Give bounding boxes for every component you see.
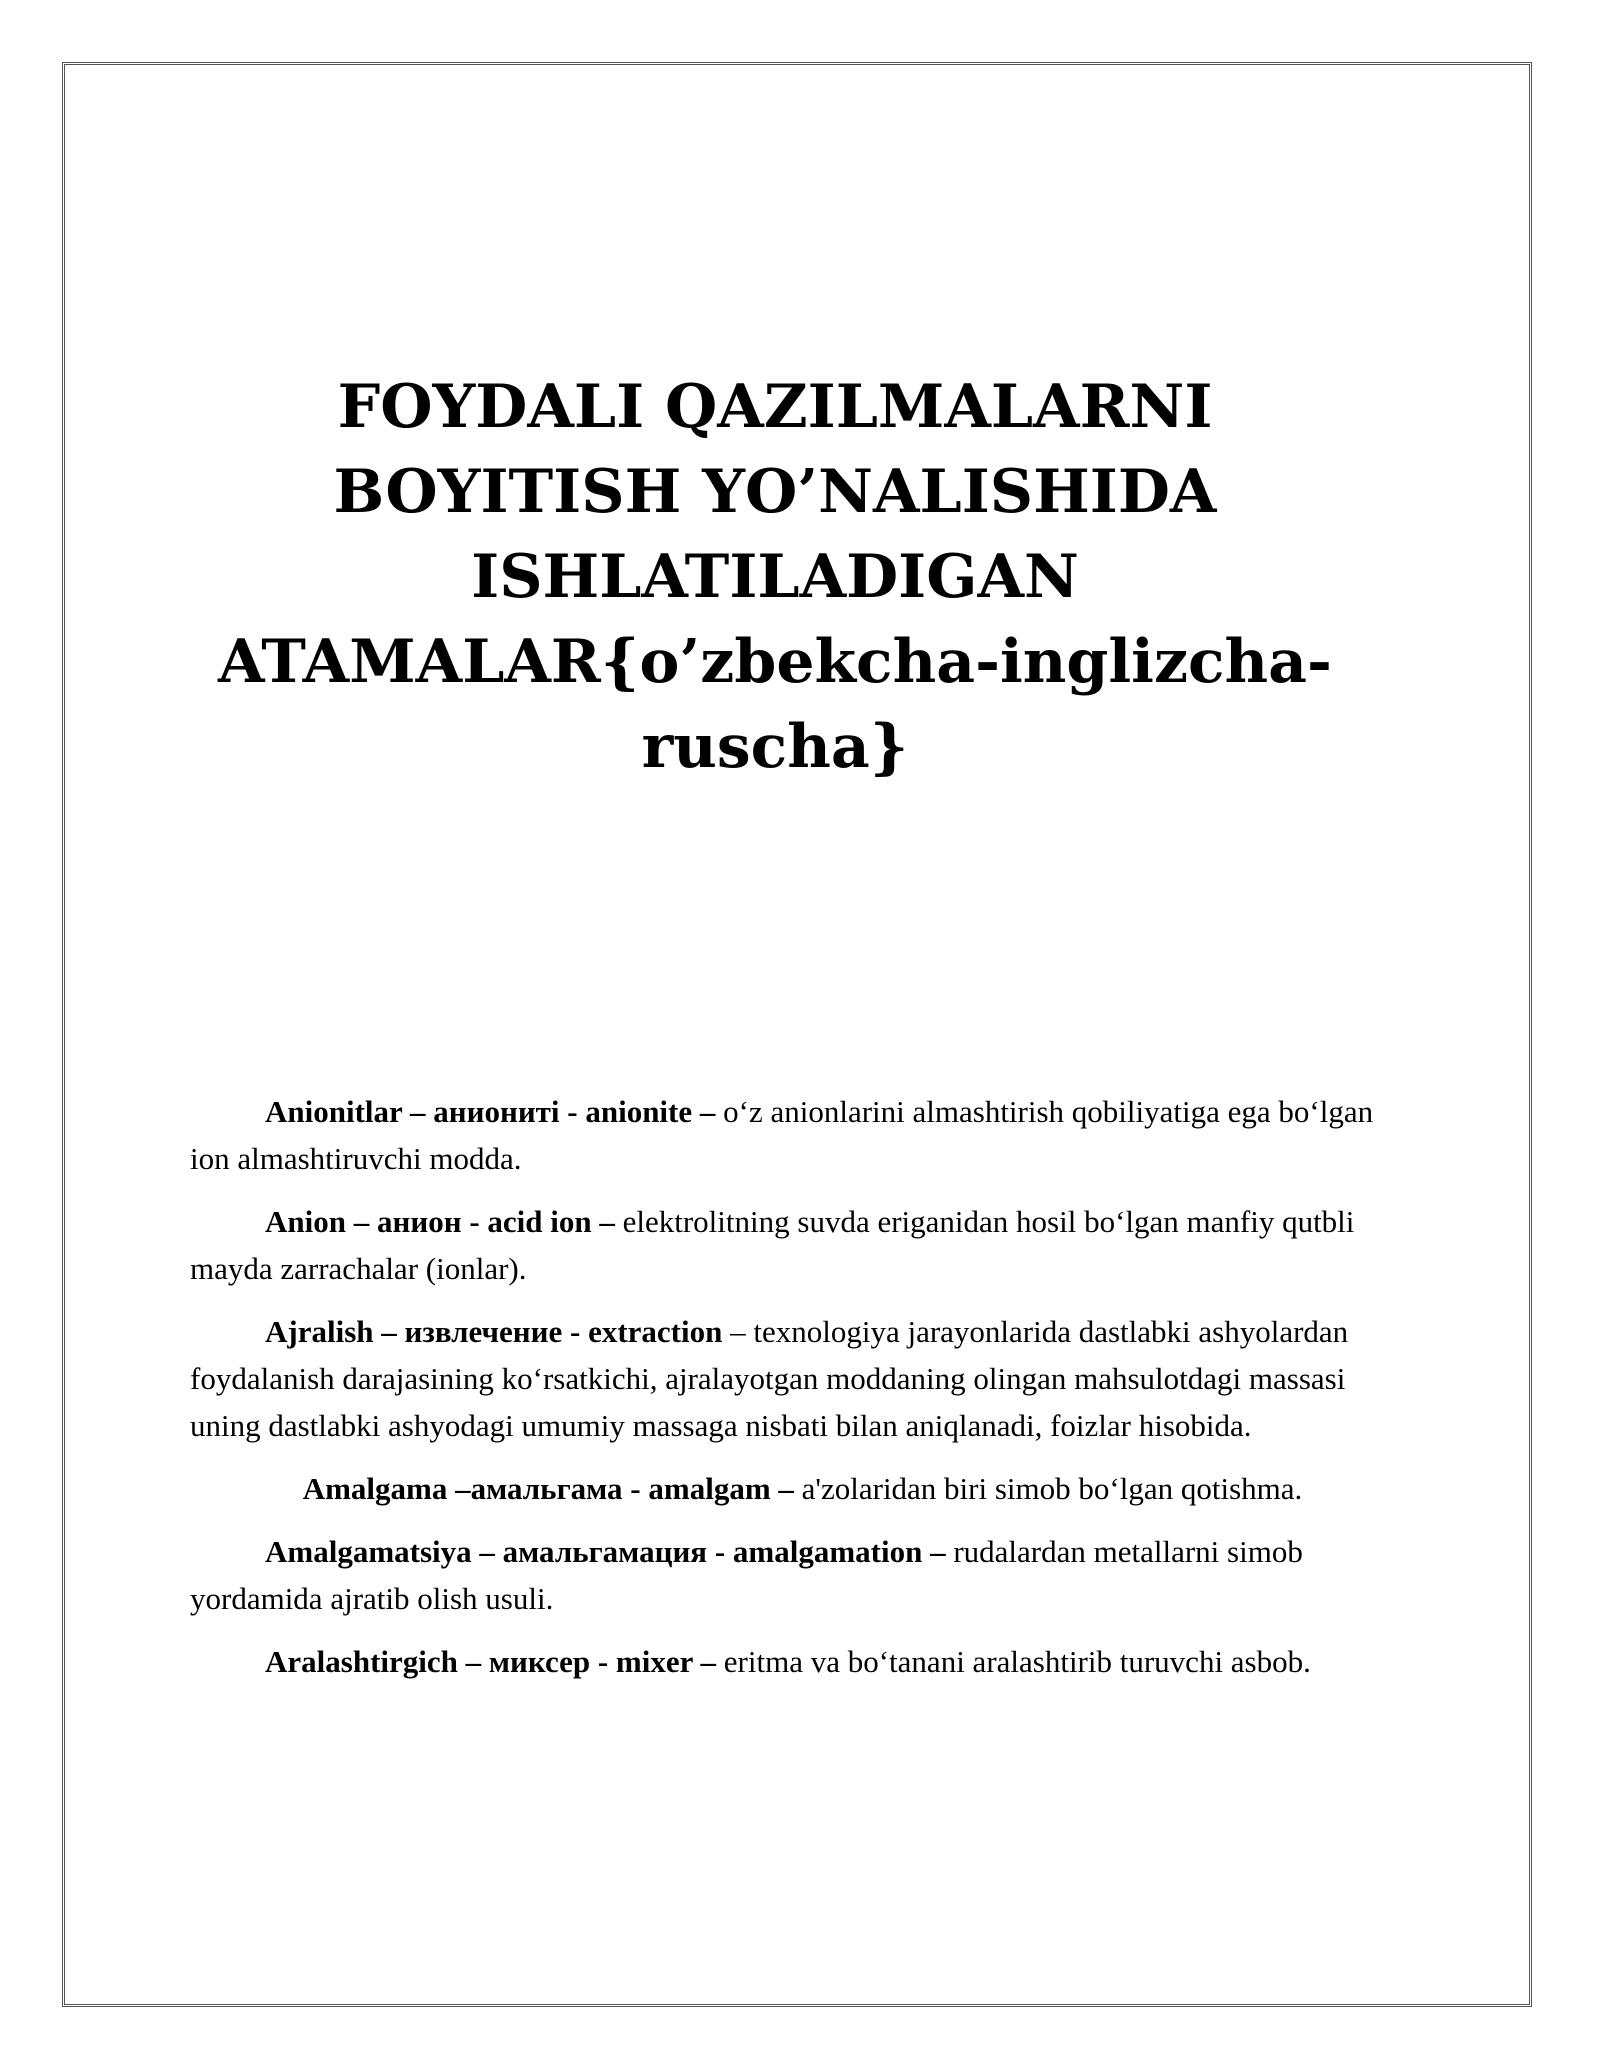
entry-term: Aralashtirgich – миксер - mixer –	[265, 1644, 717, 1679]
entry-definition: rudalardan metallarni simob yordamida ajratib olish usuli.	[190, 1534, 1303, 1616]
page-border	[62, 62, 1532, 2007]
title-line: FOYDALI QAZILMALARNI	[337, 372, 1213, 442]
glossary-entry-amalgama	[190, 1465, 1415, 1512]
entry-term: Amalgama –амальгама - amalgam –	[302, 1471, 794, 1506]
glossary-entry-ajralish	[190, 1308, 1415, 1449]
glossary-entry-amalgamatsiya	[190, 1528, 1415, 1622]
glossary-entry-aralashtirgich	[190, 1638, 1415, 1685]
entry-term: Ajralish – извлечение - extraction	[265, 1314, 723, 1349]
entry-term: Anionitlar – аниониті - anionite –	[265, 1094, 716, 1129]
entry-term: Anion – анион - acid ion –	[265, 1204, 615, 1239]
entry-definition: elektrolitning suvda eriganidan hosil bo‘lgan manfiy qutbli mayda zarrachalar (ionlar).	[190, 1204, 1355, 1286]
title-line: BOYITISH YO’NALISHIDA	[333, 457, 1217, 527]
title-line: ATAMALAR{o’zbekcha-inglizcha-	[218, 627, 1332, 697]
title-line: ruscha}	[641, 712, 909, 782]
glossary-entry-anion	[190, 1198, 1415, 1292]
entry-definition: o‘z anionlarini almashtirish qobiliyatiga ega bo‘lgan ion almashtiruvchi modda.	[190, 1094, 1374, 1176]
title-line: ISHLATILADIGAN	[471, 542, 1079, 612]
entry-definition: eritma va bo‘tanani aralashtirib turuvchi asbob.	[716, 1644, 1311, 1679]
entry-definition: – texnologiya jarayonlarida dastlabki ashyolardan foydalanish darajasining ko‘rsatkichi, ajralayotgan moddaning olingan mahsulotdagi massasi uning dastlabki ashyodagi umumiy massaga nisbati bilan aniqlanadi, foizlar hisobida.	[190, 1314, 1349, 1443]
entry-term: Amalgamatsiya – амальгамация - amalgamation –	[265, 1534, 946, 1569]
glossary-entry-anionitlar	[190, 1088, 1415, 1182]
document-title	[110, 365, 1440, 790]
entry-definition: a'zolaridan biri simob bo‘lgan qotishma.	[793, 1471, 1303, 1506]
glossary-entries	[190, 1088, 1415, 1701]
